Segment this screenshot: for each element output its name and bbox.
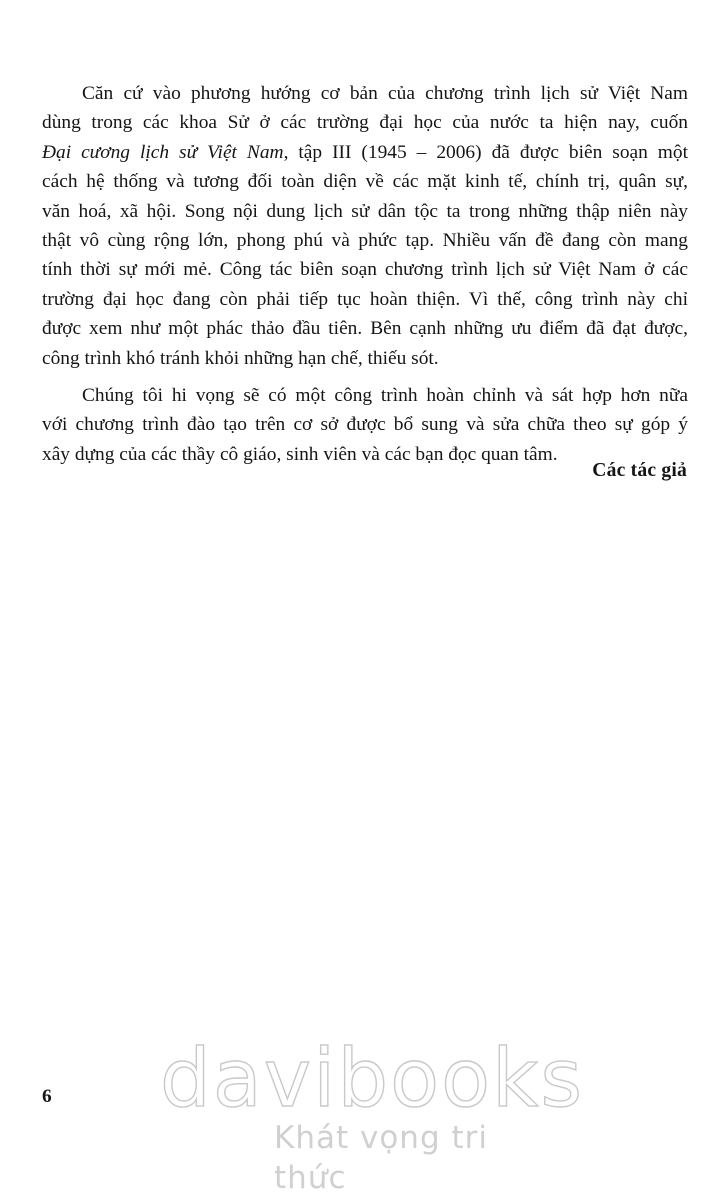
paragraph-line: [42, 138, 688, 167]
paragraph-1: [42, 79, 688, 373]
paragraph-2: [42, 381, 688, 469]
paragraph-line: trường đại học đang còn phải tiếp tục hoàn thiện. Vì thế, công trình này chỉ: [42, 288, 688, 310]
paragraph-line: Căn cứ vào phương hướng cơ bản của chương trình lịch sử Việt Nam: [82, 83, 688, 104]
paragraph-line: tính thời sự mới mẻ. Công tác biên soạn chương trình lịch sử Việt Nam ở các: [42, 259, 688, 281]
watermark-brand: davibooks: [160, 1032, 585, 1125]
page-number: 6: [42, 1086, 52, 1107]
paragraph-line: với chương trình đào tạo trên cơ sở được bổ sung và sửa chữa theo sự góp ý: [42, 414, 688, 436]
paragraph-line-rest: , tập III (1945 – 2006) đã được biên soạn một: [283, 141, 688, 163]
paragraph-line: được xem như một phác thảo đầu tiên. Bên cạnh những ưu điểm đã đạt được,: [42, 318, 688, 340]
paragraph-spacer: [42, 373, 688, 381]
paragraph-line: dùng trong các khoa Sử ở các trường đại học của nước ta hiện nay, cuốn: [42, 112, 688, 134]
paragraph-line: cách hệ thống và tương đối toàn diện về các mặt kinh tế, chính trị, quân sự,: [42, 171, 688, 193]
author-signature: Các tác giả: [592, 460, 687, 481]
paragraph-line: xây dựng của các thầy cô giáo, sinh viên và các bạn đọc quan tâm.: [42, 443, 558, 465]
paragraph-line: Chúng tôi hi vọng sẽ có một công trình hoàn chỉnh và sát hợp hơn nữa: [82, 384, 688, 406]
watermark-tagline: Khát vọng tri thức: [274, 1120, 488, 1196]
body-text: [42, 79, 688, 469]
publisher-watermark: [160, 1032, 585, 1196]
book-title: Đại cương lịch sử Việt Nam: [42, 141, 284, 163]
paragraph-line: thật vô cùng rộng lớn, phong phú và phức tạp. Nhiều vấn đề đang còn mang: [42, 229, 688, 251]
paragraph-line: công trình khó tránh khỏi những hạn chế, thiếu sót.: [42, 347, 439, 369]
paragraph-line: văn hoá, xã hội. Song nội dung lịch sử dân tộc ta trong những thập niên này: [42, 200, 688, 222]
